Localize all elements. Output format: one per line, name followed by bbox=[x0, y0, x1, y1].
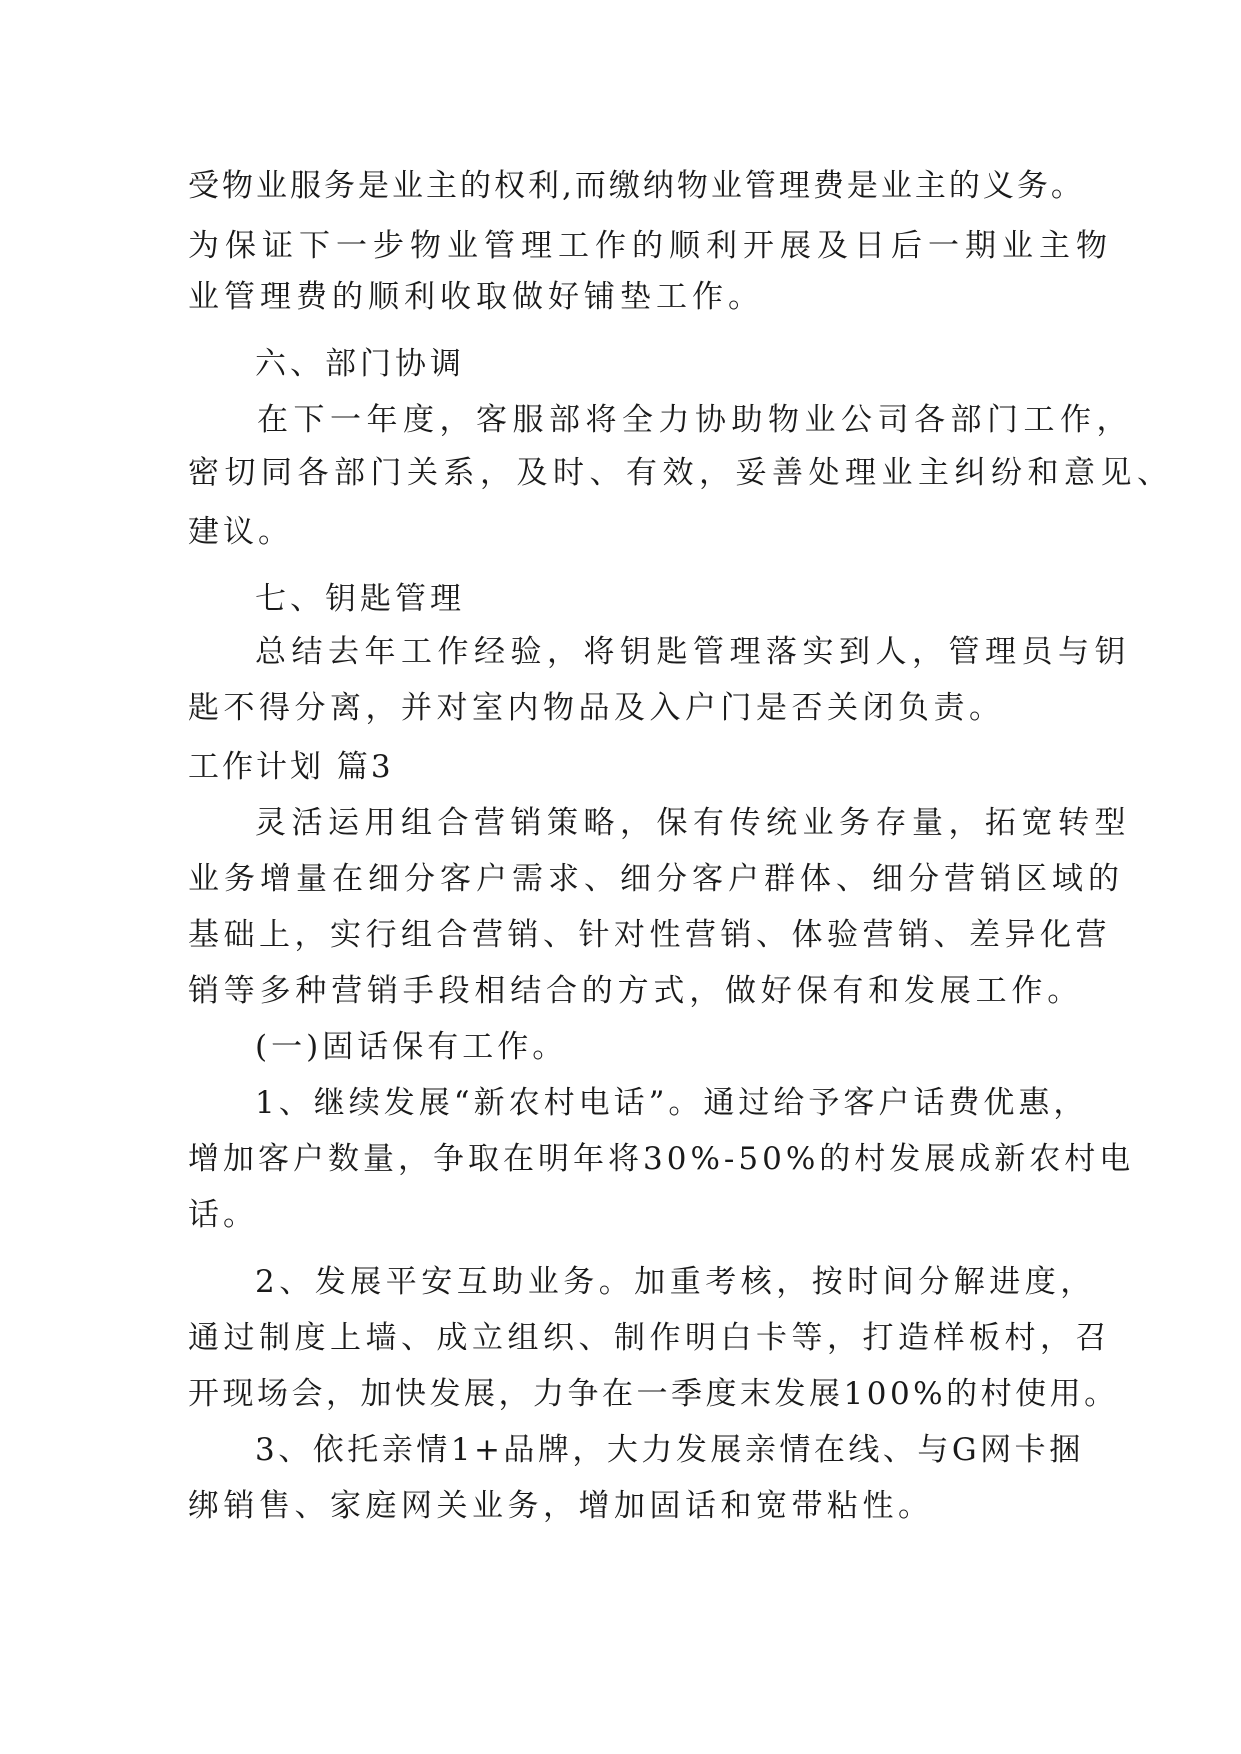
text-line: 1、继续发展“新农村电话”。通过给予客户话费优惠， bbox=[255, 1085, 1089, 1121]
section-heading: 六、部门协调 bbox=[255, 346, 465, 382]
section-heading: 七、钥匙管理 bbox=[255, 581, 465, 617]
text-line: 话。 bbox=[188, 1197, 258, 1233]
text-line: 增加客户数量，争取在明年将30%-50%的村发展成新农村电 bbox=[188, 1141, 1135, 1177]
text-line: 匙不得分离，并对室内物品及入户门是否关闭负责。 bbox=[188, 690, 1005, 726]
chapter-title: 工作计划 篇3 bbox=[188, 749, 394, 785]
text-line: 灵活运用组合营销策略，保有传统业务存量，拓宽转型 bbox=[255, 805, 1131, 841]
text-line: 为保证下一步物业管理工作的顺利开展及日后一期业主物 bbox=[188, 228, 1113, 264]
text-line: 2、发展平安互助业务。加重考核，按时间分解进度， bbox=[255, 1264, 1096, 1300]
text-line: 在下一年度，客服部将全力协助物业公司各部门工作， bbox=[257, 402, 1133, 438]
text-line: 建议。 bbox=[188, 514, 293, 550]
text-line: 3、依托亲情1+品牌，大力发展亲情在线、与G网卡捆 bbox=[255, 1432, 1084, 1468]
section-heading: (一)固话保有工作。 bbox=[255, 1029, 568, 1065]
text-line: 业务增量在细分客户需求、细分客户群体、细分营销区域的 bbox=[188, 861, 1124, 897]
text-line: 绑销售、家庭网关业务，增加固话和宽带粘性。 bbox=[188, 1488, 934, 1524]
text-line: 开现场会，加快发展，力争在一季度末发展100%的村使用。 bbox=[188, 1376, 1119, 1412]
text-line: 总结去年工作经验，将钥匙管理落实到人，管理员与钥 bbox=[255, 634, 1131, 670]
text-line: 销等多种营销手段相结合的方式，做好保有和发展工作。 bbox=[188, 973, 1083, 1009]
text-line: 密切同各部门关系，及时、有效，妥善处理业主纠纷和意见、 bbox=[188, 455, 1174, 491]
text-line: 通过制度上墙、成立组织、制作明白卡等，打造样板村，召 bbox=[188, 1320, 1111, 1356]
text-line: 基础上，实行组合营销、针对性营销、体验营销、差异化营 bbox=[188, 917, 1111, 953]
text-line: 受物业服务是业主的权利,而缴纳物业管理费是业主的义务。 bbox=[188, 168, 1085, 204]
text-line: 业管理费的顺利收取做好铺垫工作。 bbox=[188, 279, 764, 315]
